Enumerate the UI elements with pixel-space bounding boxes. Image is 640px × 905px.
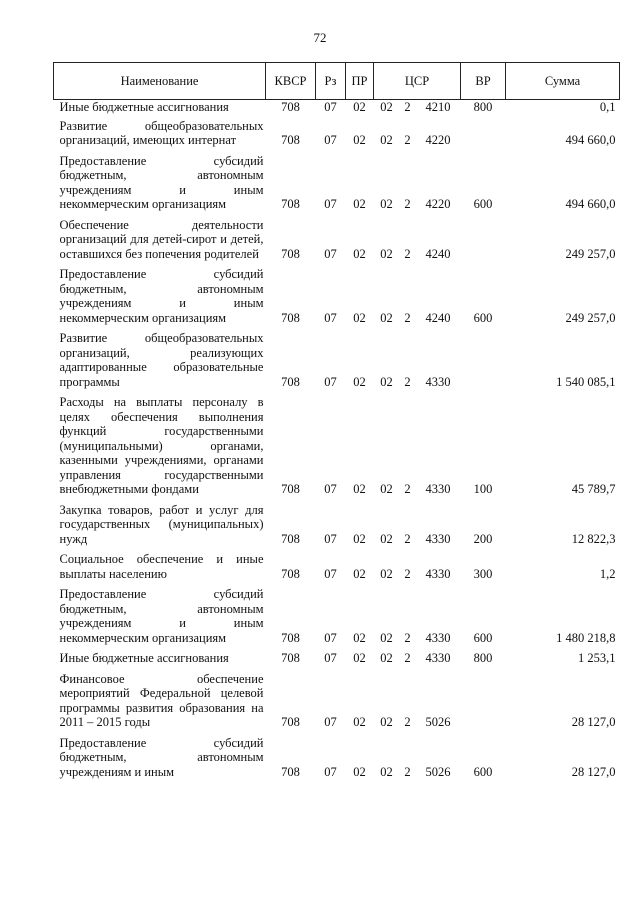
row-pr: 02	[353, 197, 366, 211]
row-csr-part1: 02	[380, 630, 393, 645]
row-sum: 28 127,0	[571, 715, 616, 729]
row-rz: 07	[324, 197, 337, 211]
row-vr: 600	[473, 764, 493, 779]
row-kvsr: 708	[281, 246, 300, 261]
row-pr: 02	[353, 133, 366, 147]
row-sum: 45 789,7	[571, 482, 616, 496]
table-row	[54, 119, 620, 154]
header-pr: ПР	[346, 63, 374, 100]
row-name: Закупка товаров, работ и услуг для государственных (муниципальных) нужд	[59, 502, 264, 546]
row-csr-part1: 02	[380, 133, 393, 147]
row-sum: 1 480 218,8	[556, 630, 616, 645]
table-row	[54, 736, 620, 786]
row-vr: 200	[473, 531, 493, 546]
row-kvsr: 708	[281, 630, 300, 645]
row-name: Расходы на выплаты персоналу в целях обеспечения выполнения функций государственными (муниципальными) органами, казенными учреждениями, органами управления государственными внебюджетными фондами	[59, 395, 264, 496]
row-csr-part2: 2	[404, 197, 411, 211]
row-csr-part1: 02	[380, 715, 393, 729]
row-rz: 07	[324, 651, 337, 665]
row-csr-part3: 4330	[425, 566, 451, 581]
row-rz: 07	[324, 630, 337, 645]
row-pr: 02	[353, 531, 366, 546]
row-kvsr: 708	[281, 310, 300, 325]
row-csr-part2: 2	[404, 310, 411, 325]
row-sum: 0,1	[599, 100, 616, 114]
table-body	[54, 100, 620, 786]
table-row	[54, 587, 620, 651]
header-sum: Сумма	[506, 63, 620, 100]
row-sum: 494 660,0	[565, 133, 616, 147]
row-csr-part3: 4240	[425, 246, 451, 261]
header-vr: ВР	[461, 63, 506, 100]
row-name: Социальное обеспечение и иные выплаты населению	[59, 552, 264, 581]
row-csr-part3: 4330	[425, 374, 451, 389]
row-kvsr: 708	[281, 566, 300, 581]
row-csr-part1: 02	[380, 374, 393, 389]
row-csr-part3: 4240	[425, 310, 451, 325]
row-pr: 02	[353, 482, 366, 496]
page-number: 72	[313, 30, 327, 45]
row-rz: 07	[324, 482, 337, 496]
row-pr: 02	[353, 374, 366, 389]
row-rz: 07	[324, 310, 337, 325]
row-pr: 02	[353, 630, 366, 645]
row-rz: 07	[324, 566, 337, 581]
table-row	[54, 100, 620, 119]
row-csr-part1: 02	[380, 651, 393, 665]
row-csr-part1: 02	[380, 100, 393, 114]
row-vr	[461, 331, 506, 395]
row-kvsr: 708	[281, 764, 300, 779]
row-sum: 249 257,0	[565, 310, 616, 325]
header-name: Наименование	[54, 63, 266, 100]
row-csr-part2: 2	[404, 374, 411, 389]
row-name: Развитие общеобразовательных организаций, реализующих адаптированные образовательные программы	[59, 331, 264, 389]
row-vr: 800	[473, 100, 493, 114]
row-vr	[461, 218, 506, 268]
row-csr-part3: 4330	[425, 482, 451, 496]
row-vr: 600	[473, 630, 493, 645]
row-csr-part1: 02	[380, 764, 393, 779]
row-pr: 02	[353, 715, 366, 729]
row-pr: 02	[353, 764, 366, 779]
row-kvsr: 708	[281, 374, 300, 389]
row-vr	[461, 672, 506, 736]
row-sum: 494 660,0	[565, 197, 616, 211]
row-name: Предоставление субсидий бюджетным, автономным учреждениям и иным	[59, 735, 264, 779]
row-name: Развитие общеобразовательных организаций, имеющих интернат	[59, 118, 264, 147]
row-csr-part2: 2	[404, 715, 411, 729]
row-csr-part2: 2	[404, 531, 411, 546]
row-csr-part1: 02	[380, 566, 393, 581]
row-csr-part2: 2	[404, 566, 411, 581]
row-kvsr: 708	[281, 715, 300, 729]
row-sum: 28 127,0	[571, 764, 616, 779]
row-rz: 07	[324, 246, 337, 261]
row-csr-part1: 02	[380, 482, 393, 496]
row-name: Предоставление субсидий бюджетным, автономным учреждениям и иным некоммерческим организациям	[59, 587, 264, 645]
header-rz: Рз	[316, 63, 346, 100]
row-csr-part1: 02	[380, 246, 393, 261]
row-csr-part2: 2	[404, 482, 411, 496]
row-csr-part2: 2	[404, 764, 411, 779]
row-csr-part2: 2	[404, 133, 411, 147]
row-sum: 1 540 085,1	[556, 374, 616, 389]
row-sum: 12 822,3	[571, 531, 616, 546]
row-csr-part3: 4330	[425, 531, 451, 546]
row-pr: 02	[353, 566, 366, 581]
row-pr: 02	[353, 310, 366, 325]
row-name: Финансовое обеспечение мероприятий Федеральной целевой программы развития образования на 2011 – 2015 годы	[59, 671, 264, 729]
row-csr-part1: 02	[380, 531, 393, 546]
table-row	[54, 331, 620, 395]
row-csr-part2: 2	[404, 100, 411, 114]
row-vr: 800	[473, 651, 493, 665]
row-rz: 07	[324, 715, 337, 729]
header-csr: ЦСР	[374, 63, 461, 100]
row-csr-part1: 02	[380, 197, 393, 211]
row-csr-part1: 02	[380, 310, 393, 325]
table-row	[54, 395, 620, 503]
row-pr: 02	[353, 100, 366, 114]
row-pr: 02	[353, 246, 366, 261]
row-csr-part3: 4330	[425, 630, 451, 645]
header-kvsr: КВСР	[266, 63, 316, 100]
row-rz: 07	[324, 764, 337, 779]
row-csr-part2: 2	[404, 246, 411, 261]
row-sum: 1 253,1	[578, 651, 616, 665]
row-rz: 07	[324, 374, 337, 389]
row-vr: 300	[473, 566, 493, 581]
row-csr-part3: 5026	[425, 715, 451, 729]
row-rz: 07	[324, 531, 337, 546]
row-csr-part3: 4220	[425, 197, 451, 211]
row-csr-part3: 4330	[425, 651, 451, 665]
row-sum: 1,2	[599, 566, 616, 581]
table-row	[54, 552, 620, 587]
table-row	[54, 503, 620, 553]
table-row	[54, 651, 620, 672]
row-kvsr: 708	[281, 197, 300, 211]
row-rz: 07	[324, 100, 337, 114]
budget-table	[53, 62, 620, 785]
row-csr-part3: 5026	[425, 764, 451, 779]
table-row	[54, 154, 620, 218]
row-kvsr: 708	[281, 482, 300, 496]
row-csr-part2: 2	[404, 651, 411, 665]
row-sum: 249 257,0	[565, 246, 616, 261]
row-name: Предоставление субсидий бюджетным, автономным учреждениям и иным некоммерческим организациям	[59, 153, 264, 211]
row-csr-part2: 2	[404, 630, 411, 645]
table-row	[54, 672, 620, 736]
row-name: Обеспечение деятельности организаций для детей-сирот и детей, оставшихся без попечения родителей	[59, 217, 264, 261]
row-vr: 100	[473, 482, 493, 496]
table-row	[54, 218, 620, 268]
row-rz: 07	[324, 133, 337, 147]
row-kvsr: 708	[281, 531, 300, 546]
row-csr-part3: 4210	[425, 100, 451, 114]
row-pr: 02	[353, 651, 366, 665]
row-csr-part3: 4220	[425, 133, 451, 147]
row-name: Иные бюджетные ассигнования	[59, 100, 229, 114]
row-name: Иные бюджетные ассигнования	[59, 651, 229, 665]
row-kvsr: 708	[281, 651, 300, 665]
row-kvsr: 708	[281, 133, 300, 147]
row-vr	[461, 119, 506, 154]
row-vr: 600	[473, 310, 493, 325]
table-header	[54, 63, 620, 100]
row-vr: 600	[473, 197, 493, 211]
row-kvsr: 708	[281, 100, 300, 114]
row-name: Предоставление субсидий бюджетным, автономным учреждениям и иным некоммерческим организациям	[59, 267, 264, 325]
table-row	[54, 267, 620, 331]
